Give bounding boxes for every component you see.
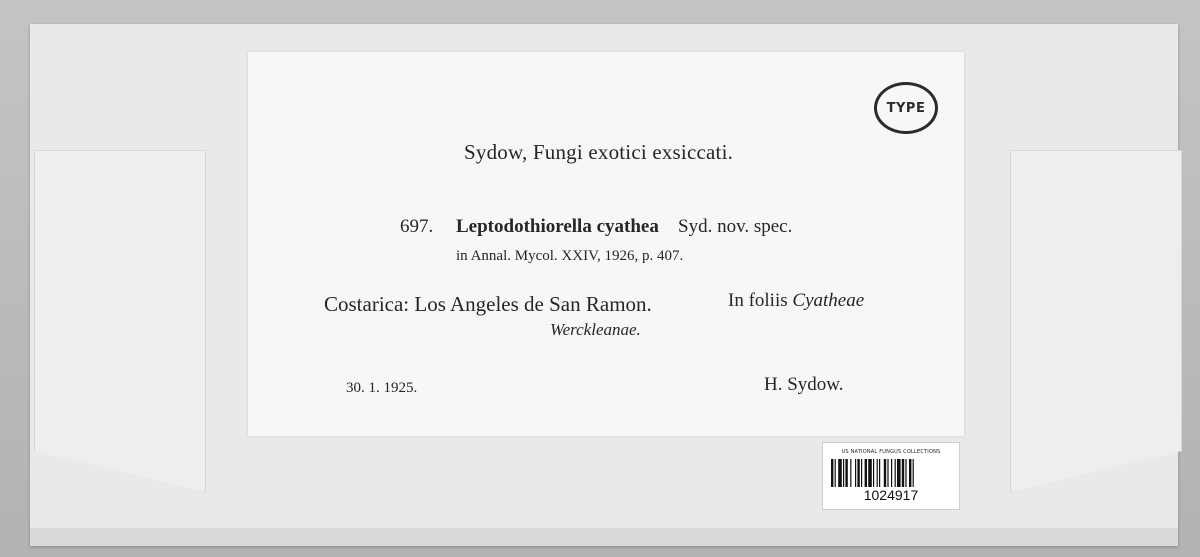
envelope-bottom-edge (30, 528, 1178, 546)
barcode-bar (865, 459, 867, 487)
herbarium-label (248, 52, 964, 436)
barcode-bar (877, 459, 878, 487)
barcode-bar (897, 459, 901, 487)
barcode-number: 1024917 (863, 487, 919, 503)
barcode-bar (913, 459, 914, 487)
taxon-name: Leptodothiorella cyathea (456, 216, 659, 237)
barcode-bar (838, 459, 842, 487)
barcode-bar (861, 459, 862, 487)
collection-date: 30. 1. 1925. (346, 380, 418, 396)
publication-reference: in Annal. Mycol. XXIV, 1926, p. 407. (456, 248, 684, 264)
barcode-bar (887, 459, 888, 487)
barcode-bar (845, 459, 847, 487)
host-species: Werckleanae. (550, 320, 641, 339)
host-genus: Cyatheae (792, 290, 865, 311)
locality: Costarica: Los Angeles de San Ramon. (324, 292, 652, 316)
collector: H. Sydow. (764, 374, 844, 395)
barcode-bars (831, 459, 951, 487)
type-stamp (874, 82, 938, 134)
barcode-bar (868, 459, 872, 487)
barcode-bar (879, 459, 880, 487)
barcode-bar (905, 459, 906, 487)
host-line (728, 290, 864, 312)
barcode-bar (857, 459, 859, 487)
barcode-bar (895, 459, 896, 487)
barcode-label (822, 442, 960, 510)
taxon-author: Syd. nov. spec. (678, 216, 793, 237)
barcode-bar (835, 459, 836, 487)
barcode-institution: US NATIONAL FUNGUS COLLECTIONS (841, 449, 941, 455)
series-title: Sydow, Fungi exotici exsiccati. (464, 140, 734, 164)
barcode-bar (873, 459, 874, 487)
barcode-bar (855, 459, 856, 487)
barcode-bar (831, 459, 833, 487)
exsiccata-number: 697. (400, 216, 434, 237)
envelope-left-flap (34, 150, 206, 492)
barcode-bar (909, 459, 911, 487)
barcode-bar (843, 459, 844, 487)
host-prefix: In foliis (728, 290, 788, 311)
barcode-bar (891, 459, 892, 487)
barcode-bar (850, 459, 851, 487)
type-stamp-text: TYPE (886, 100, 926, 116)
barcode-bar (902, 459, 904, 487)
envelope-right-flap (1010, 150, 1182, 492)
barcode-bar (884, 459, 886, 487)
